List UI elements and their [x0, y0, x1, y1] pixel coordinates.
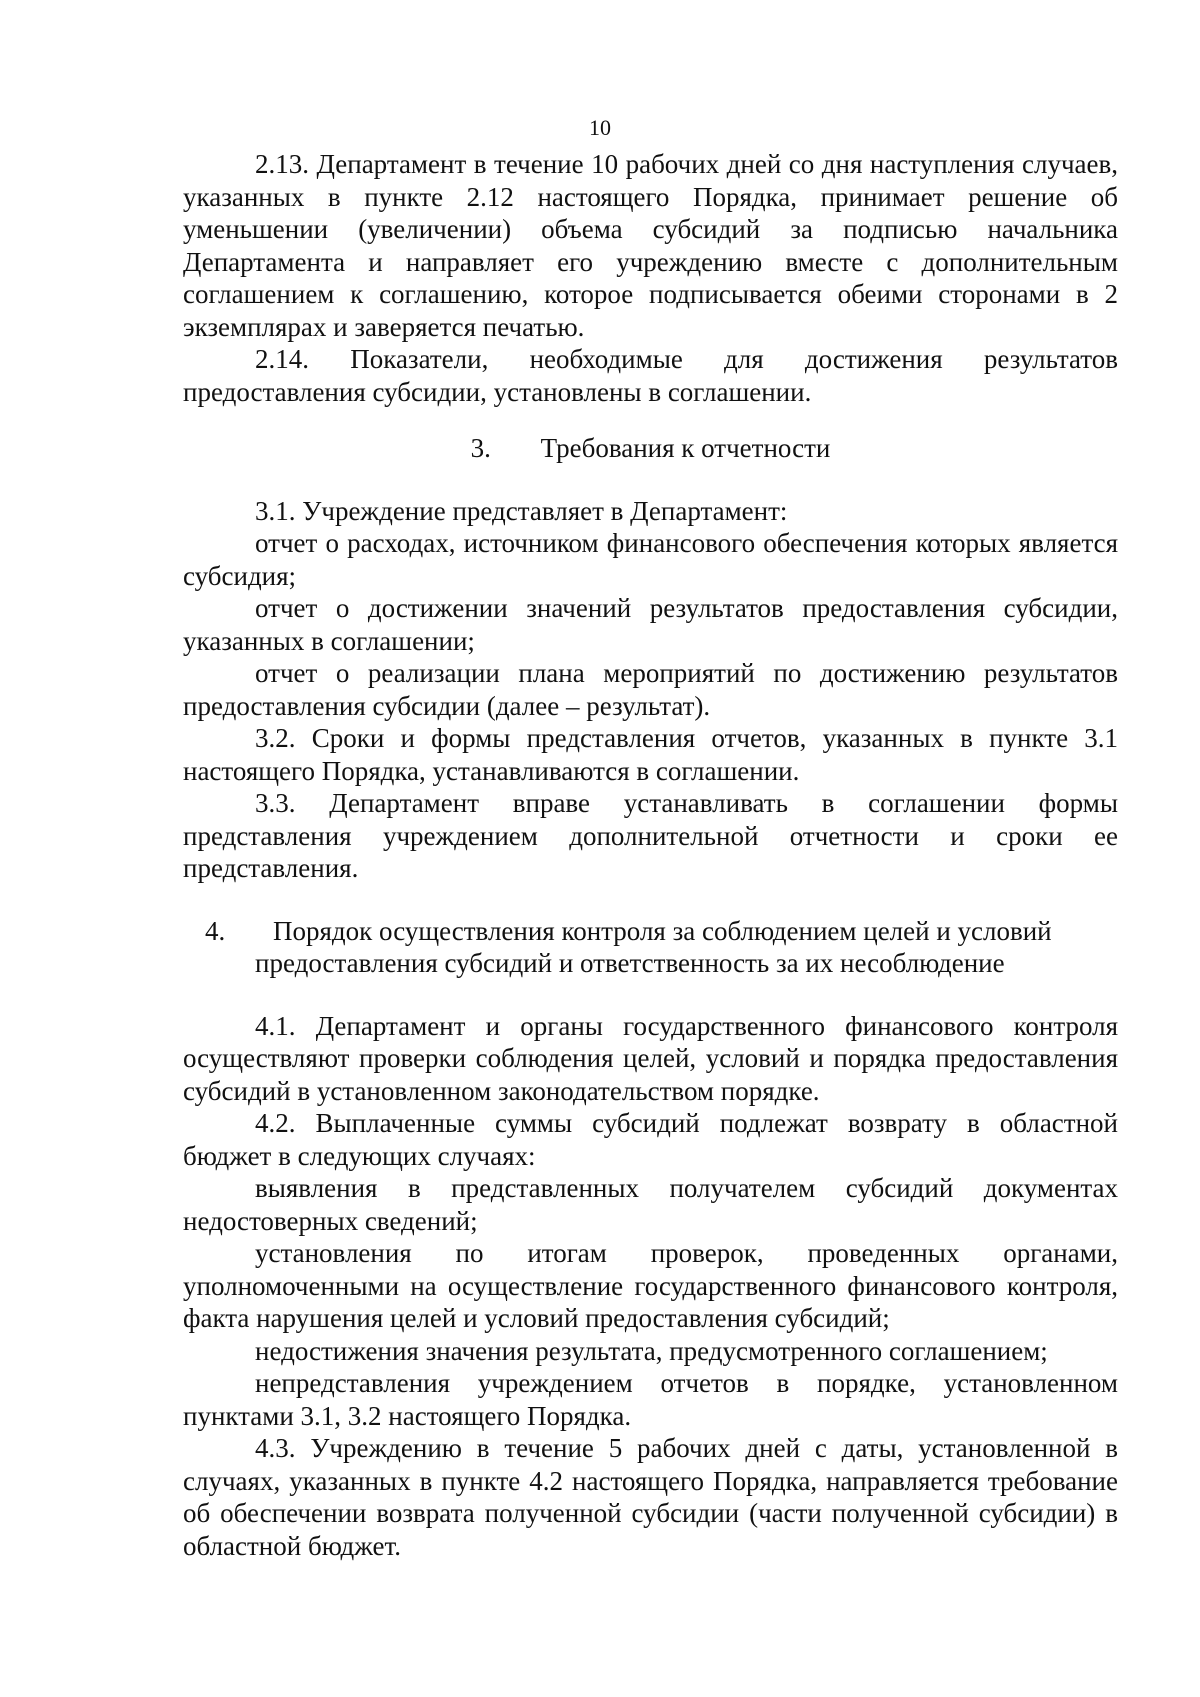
section-3-heading — [183, 432, 1118, 465]
page-number: 10 — [589, 115, 611, 140]
paragraph-4-2: 4.2. Выплаченные суммы субсидий подлежат возврату в областной бюджет в следующих случаях: — [183, 1108, 1118, 1171]
list-item-plan-report: отчет о реализации плана мероприятий по достижению результатов предоставления субсидии (далее – результат). — [183, 658, 1118, 721]
paragraph-4-3: 4.3. Учреждению в течение 5 рабочих дней с даты, установленной в случаях, указанных в пункте 4.2 настоящего Порядка, направляется требование об обеспечении возврата полученной субсидии (части полученной субсидии) в областной бюджет. — [183, 1433, 1118, 1561]
list-item-result-not-achieved: недостижения значения результата, предусмотренного соглашением; — [255, 1335, 1048, 1366]
section-3-title: Требования к отчетности — [540, 433, 831, 463]
section-4-title-line2: предоставления субсидий и ответственность за их несоблюдение — [255, 948, 1005, 978]
paragraph-2-14: 2.14. Показатели, необходимые для достижения результатов предоставления субсидии, установлены в соглашении. — [183, 344, 1118, 407]
list-item-results-report: отчет о достижении значений результатов предоставления субсидии, указанных в соглашении; — [183, 593, 1118, 656]
paragraph-3-3: 3.3. Департамент вправе устанавливать в соглашении формы представления учреждением дополнительной отчетности и сроки ее представления. — [183, 788, 1118, 883]
list-item-reports-not-submitted: непредставления учреждением отчетов в порядке, установленном пунктами 3.1, 3.2 настоящего Порядка. — [183, 1368, 1118, 1431]
paragraph-3-2: 3.2. Сроки и формы представления отчетов, указанных в пункте 3.1 настоящего Порядка, устанавливаются в соглашении. — [183, 723, 1118, 786]
list-item-audit-violation: установления по итогам проверок, проведенных органами, уполномоченными на осуществление государственного финансового контроля, факта нарушения целей и условий предоставления субсидий; — [183, 1238, 1118, 1333]
list-item-expense-report: отчет о расходах, источником финансового обеспечения которых является субсидия; — [183, 528, 1118, 591]
section-3-number: 3. — [470, 433, 491, 463]
paragraph-3-1: 3.1. Учреждение представляет в Департамент: — [255, 495, 788, 526]
list-item-false-info: выявления в представленных получателем субсидий документах недостоверных сведений; — [183, 1173, 1118, 1236]
document-body — [183, 148, 1118, 1562]
paragraph-4-1: 4.1. Департамент и органы государственного финансового контроля осуществляют проверки соблюдения целей, условий и порядка предоставления субсидий в установленном законодательством порядке. — [183, 1010, 1118, 1106]
section-4-number: 4. — [205, 915, 226, 946]
paragraph-2-13: 2.13. Департамент в течение 10 рабочих дней со дня наступления случаев, указанных в пункте 2.12 настоящего Порядка, принимает решение об уменьшении (увеличении) объема субсидий за подписью начальника Департамента и направляет его учреждению вместе с дополнительным соглашением к соглашению, которое подписывается обеими сторонами в 2 экземплярах и заверяется печатью. — [183, 149, 1118, 342]
section-4-heading — [183, 915, 1118, 980]
section-4-title-line1: Порядок осуществления контроля за соблюдением целей и условий — [273, 915, 1052, 946]
